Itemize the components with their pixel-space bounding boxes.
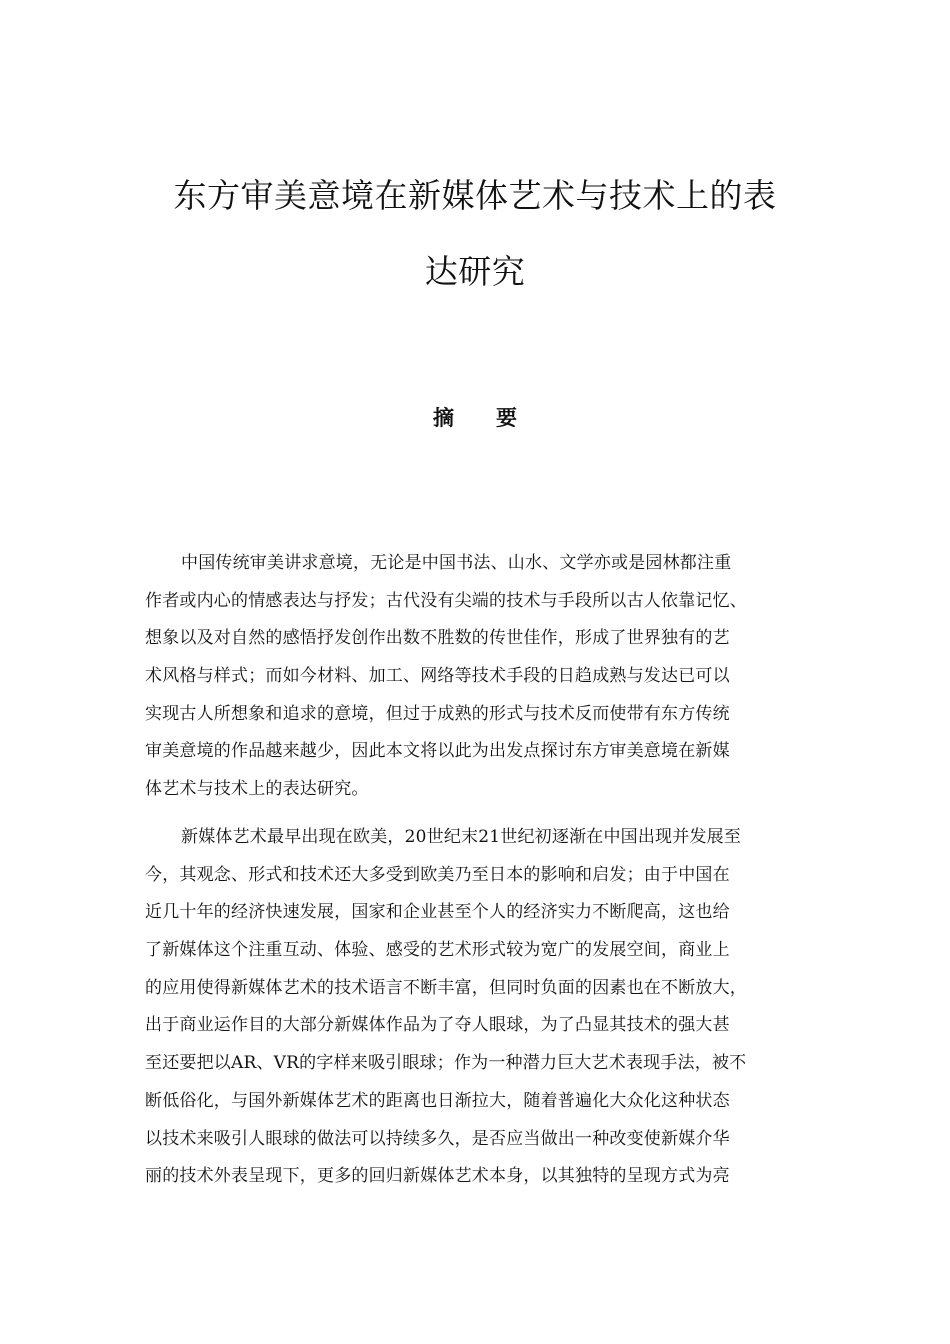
text-line: 实现古人所想象和追求的意境，但过于成熟的形式与技术反而使带有东方传统 [145,703,730,724]
document-title-line-2: 达研究 [424,252,526,291]
text-line: 作者或内心的情感表达与抒发；古代没有尖端的技术与手段所以古人依靠记忆、 [145,590,747,611]
text-line: 体艺术与技术上的表达研究。 [145,779,369,800]
text-line: 至还要把以AR、VR的字样来吸引眼球；作为一种潜力巨大艺术表现手法，被不 [145,1053,747,1074]
text-line: 了新媒体这个注重互动、体验、感受的艺术形式较为宽广的发展空间，商业上 [145,940,730,961]
text-line: 出于商业运作目的大部分新媒体作品为了夺人眼球，为了凸显其技术的强大甚 [145,1015,730,1036]
text-line: 以技术来吸引人眼球的做法可以持续多久，是否应当做出一种改变使新媒介华 [145,1128,730,1149]
text-line: 术风格与样式；而如今材料、加工、网络等技术手段的日趋成熟与发达已可以 [145,666,730,687]
text-line: 丽的技术外表呈现下，更多的回归新媒体艺术本身，以其独特的呈现方式为亮 [145,1166,730,1187]
text-line: 新媒体艺术最早出现在欧美，20世纪末21世纪初逐渐在中国出现并发展至 [181,827,742,847]
text-line: 断低俗化，与国外新媒体艺术的距离也日渐拉大，随着普遍化大众化这种状态 [145,1090,730,1111]
text-line: 今，其观念、形式和技术还大多受到欧美乃至日本的影响和启发；由于中国在 [145,864,730,885]
abstract-paragraph-2 [145,819,825,1196]
abstract-heading: 摘 要 [433,406,517,430]
text-line: 想象以及对自然的感悟抒发创作出数不胜数的传世佳作，形成了世界独有的艺 [145,628,730,649]
text-line: 的应用使得新媒体艺术的技术语言不断丰富，但同时负面的因素也在不断放大， [145,977,747,998]
abstract-paragraph-1 [145,545,825,809]
document-title-line-1: 东方审美意境在新媒体艺术与技术上的表 [173,176,777,215]
text-line: 近几十年的经济快速发展，国家和企业甚至个人的经济实力不断爬高，这也给 [145,902,730,923]
text-line: 审美意境的作品越来越少，因此本文将以此为出发点探讨东方审美意境在新媒 [145,741,730,762]
text-line: 中国传统审美讲求意境，无论是中国书法、山水、文学亦或是园林都注重 [181,553,732,573]
